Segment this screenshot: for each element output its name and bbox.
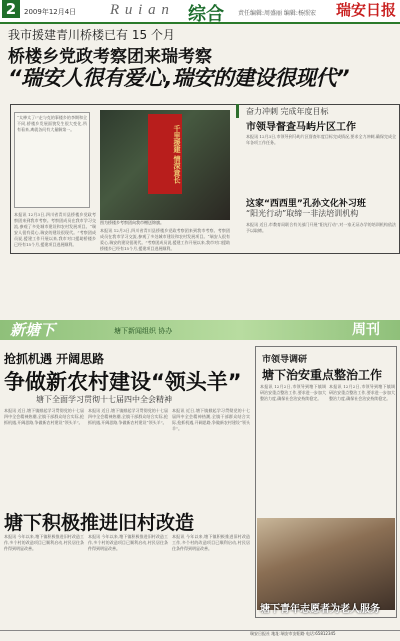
top-story-headline: 桥楼乡党政考察团来瑞考察	[8, 47, 212, 67]
footer-text: 瑞安日报社 地址:瑞安市安阳路 电话:65812345	[250, 631, 336, 636]
lower-left-body2-col2: 本报讯 今年以来,塘下镇积极推进旧村改造工作,多个村的改造项目已顺利启动,村民居住条件得到明显改善。	[88, 534, 168, 551]
volunteer-photo-caption: 塘下青年志愿者为老人服务	[260, 604, 380, 615]
lower-left-subhead: 抢抓机遇 开阔思路	[4, 352, 105, 366]
lower-right-subhead: 市领导调研	[262, 355, 308, 365]
section-band	[0, 320, 400, 340]
right-item2-body: 本报讯 近日,市教育局联合有关部门开展“阳光行动”,对一家无证办学的培训机构依法予以取缔。	[246, 222, 396, 233]
lower-left-deck: 塘下全面学习贯彻十七届四中全会精神	[36, 395, 172, 404]
top-story-quote-headline: “瑞安人很有爱心,瑞安的建设很现代”	[8, 66, 350, 90]
section-band-title: 新塘下	[10, 321, 56, 339]
ruian-latin-label: R u i a n	[110, 2, 170, 18]
page-number: 2	[2, 0, 20, 18]
lower-right-headline: 塘下治安重点整治工作	[262, 368, 383, 382]
sidebar-quote-box: “太棒太了!”走与克的事楼乡的李期和全不同,桥楼乡发展面貌发生很大变化,所有看来,离就各问有大量解第一。	[14, 112, 90, 208]
footer-divider	[0, 630, 400, 631]
item-accent-bar	[236, 104, 239, 118]
top-story-body-col2: 本报讯 12月3日,四川省青川县桥楼乡党政考察团来到我市考察。考察团成员在我市学习交流,参观了多处城市建设和农村发展项目。“瑞安人很有爱心,瑞安的建设很现代。”考察团成员说,援建工作开展以来,我市对口援助桥楼乡已经有15个月,援建项目进展顺利。	[100, 228, 230, 251]
section-title: 综合	[188, 4, 224, 25]
top-story-subhead: 我市援建青川桥楼已有 15 个月	[8, 28, 175, 42]
volunteer-photo	[257, 518, 395, 610]
newspaper-masthead: 瑞安日报	[335, 1, 396, 19]
lower-right-body-col1: 本报讯 12月2日,市领导到塘下镇调研治安重点整治工作,要求进一步加大整治力度,确保社会治安持续稳定。	[260, 384, 326, 401]
section-band-sponsor: 塘下新闻组织 协办	[114, 327, 173, 335]
issue-date: 2009年12月4日	[24, 8, 77, 16]
right-item1-body: 本报讯 12月3日,市领导到马屿片区督查年度目标完成情况,要求全力冲刺,确保完成全年各项工作任务。	[246, 134, 396, 145]
lower-left-headline: 争做新农村建设“领头羊”	[4, 370, 242, 394]
editors-line: 责任编辑:周盛丽 编辑:杨照宏	[238, 10, 316, 17]
lower-left-headline-2: 塘下积极推进旧村改造	[4, 512, 195, 534]
lower-left-body2-col1: 本报讯 今年以来,塘下镇积极推进旧村改造工作,多个村的改造项目已顺利启动,村民居住条件得到明显改善。	[4, 534, 84, 551]
lower-left-body-col1: 本报讯 近日,塘下镇掀起学习贯彻党的十七届四中全会精神热潮,全镇干部群众结合实际,抢抓机遇,开阔思路,争做新农村建设“领头羊”。	[4, 408, 84, 425]
photo-caption: 图为桥楼乡考察团向我市赠送锦旗。	[100, 220, 164, 225]
section-band-weekly: 周刊	[352, 322, 380, 338]
lower-left-body-col3: 本报讯 近日,塘下镇掀起学习贯彻党的十七届四中全会精神热潮,全镇干部群众结合实际,抢抓机遇,开阔思路,争做新农村建设“领头羊”。	[172, 408, 250, 431]
top-story-body-col1: 本报讯 12月3日,四川省青川县桥楼乡党政考察团来到我市考察。考察团成员在我市学习交流,参观了多处城市建设和农村发展项目。“瑞安人很有爱心,瑞安的建设很现代。”考察团成员说,援建工作开展以来,我市对口援助桥楼乡已经有15个月,援建项目进展顺利。	[14, 212, 96, 247]
lower-left-body-col2: 本报讯 近日,塘下镇掀起学习贯彻党的十七届四中全会精神热潮,全镇干部群众结合实际,抢抓机遇,开阔思路,争做新农村建设“领头羊”。	[88, 408, 168, 425]
lower-left-body2-col3: 本报讯 今年以来,塘下镇积极推进旧村改造工作,多个村的改造项目已顺利启动,村民居住条件得到明显改善。	[172, 534, 250, 551]
pennant-banner: 千里援建 情深意长	[148, 114, 182, 194]
lower-right-body-col2: 本报讯 12月2日,市领导到塘下镇调研治安重点整治工作,要求进一步加大整治力度,确保社会治安持续稳定。	[329, 384, 395, 401]
right-item1-headline: 市领导督查马屿片区工作	[246, 122, 356, 133]
right-item1-subhead: 奋力冲刺 完成年度目标	[246, 107, 329, 116]
right-item2-headline: 这家“西西里”孔孙文化补习班	[246, 199, 366, 209]
right-item2-subhead: “阳光行动”取缔一非法培训机构	[246, 209, 359, 218]
